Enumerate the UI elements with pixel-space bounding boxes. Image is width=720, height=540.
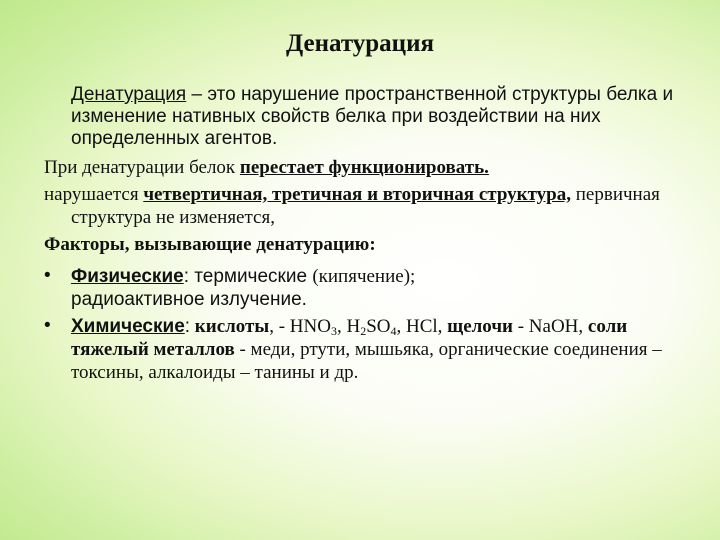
definition-term: Денатурация — [71, 84, 187, 105]
formula-hno3-sub: 3 — [330, 324, 337, 338]
bullet-icon: • — [44, 265, 51, 286]
physical-factors-item — [44, 265, 684, 311]
bullet-icon: • — [44, 315, 51, 336]
formula-so4-sub: 4 — [390, 324, 397, 338]
chemical-acids: кислоты — [190, 316, 270, 337]
formula-hcl: , HCl, — [396, 316, 448, 337]
chemical-naoh: - NaOH, — [512, 316, 588, 337]
chemical-tail: - меди, ртути, мышьяка, органические соединения – токсины, алкалоиды – танины и др. — [71, 339, 662, 383]
physical-boiling: (кипячение); — [312, 266, 416, 287]
physical-thermal: термические — [188, 266, 313, 287]
structure-suffix: первичная структура не изменяется, — [71, 184, 660, 228]
function-loss-line — [44, 156, 684, 179]
function-loss-prefix: При денатурации белок — [44, 157, 240, 178]
slide-title: Денатурация — [285, 30, 435, 57]
chemical-salts: соли тяжелый металлов — [71, 316, 628, 360]
formula-h2-sub: 2 — [360, 324, 367, 338]
structure-prefix: нарушается — [44, 184, 144, 205]
formula-so4: SO — [366, 316, 391, 337]
function-loss-emph: перестает функционировать. — [239, 157, 489, 178]
slide-content — [44, 84, 684, 384]
formula-hno3: HNO — [289, 316, 331, 337]
factors-heading-text: Факторы, вызывающие денатурацию: — [44, 234, 376, 255]
formula-h: , H — [336, 316, 361, 337]
factors-heading — [44, 233, 684, 256]
physical-colon: : — [183, 266, 189, 287]
structure-line — [44, 183, 684, 229]
structure-emph: четвертичная, третичная и вторичная структура, — [143, 184, 571, 205]
physical-radiation: радиоактивное излучение. — [71, 289, 307, 310]
chemical-dash1: , - — [269, 316, 290, 337]
chemical-colon: : — [184, 316, 191, 337]
chemical-label: Химические — [71, 316, 185, 337]
definition-text: – это нарушение пространственной структуры белка и изменение нативных свойств белка при воздействии на них определенных агентов. — [71, 84, 674, 149]
chemical-alkali: щелочи — [447, 316, 513, 337]
definition-paragraph — [44, 84, 684, 150]
physical-label: Физические — [71, 266, 184, 287]
chemical-factors-item — [44, 315, 684, 384]
